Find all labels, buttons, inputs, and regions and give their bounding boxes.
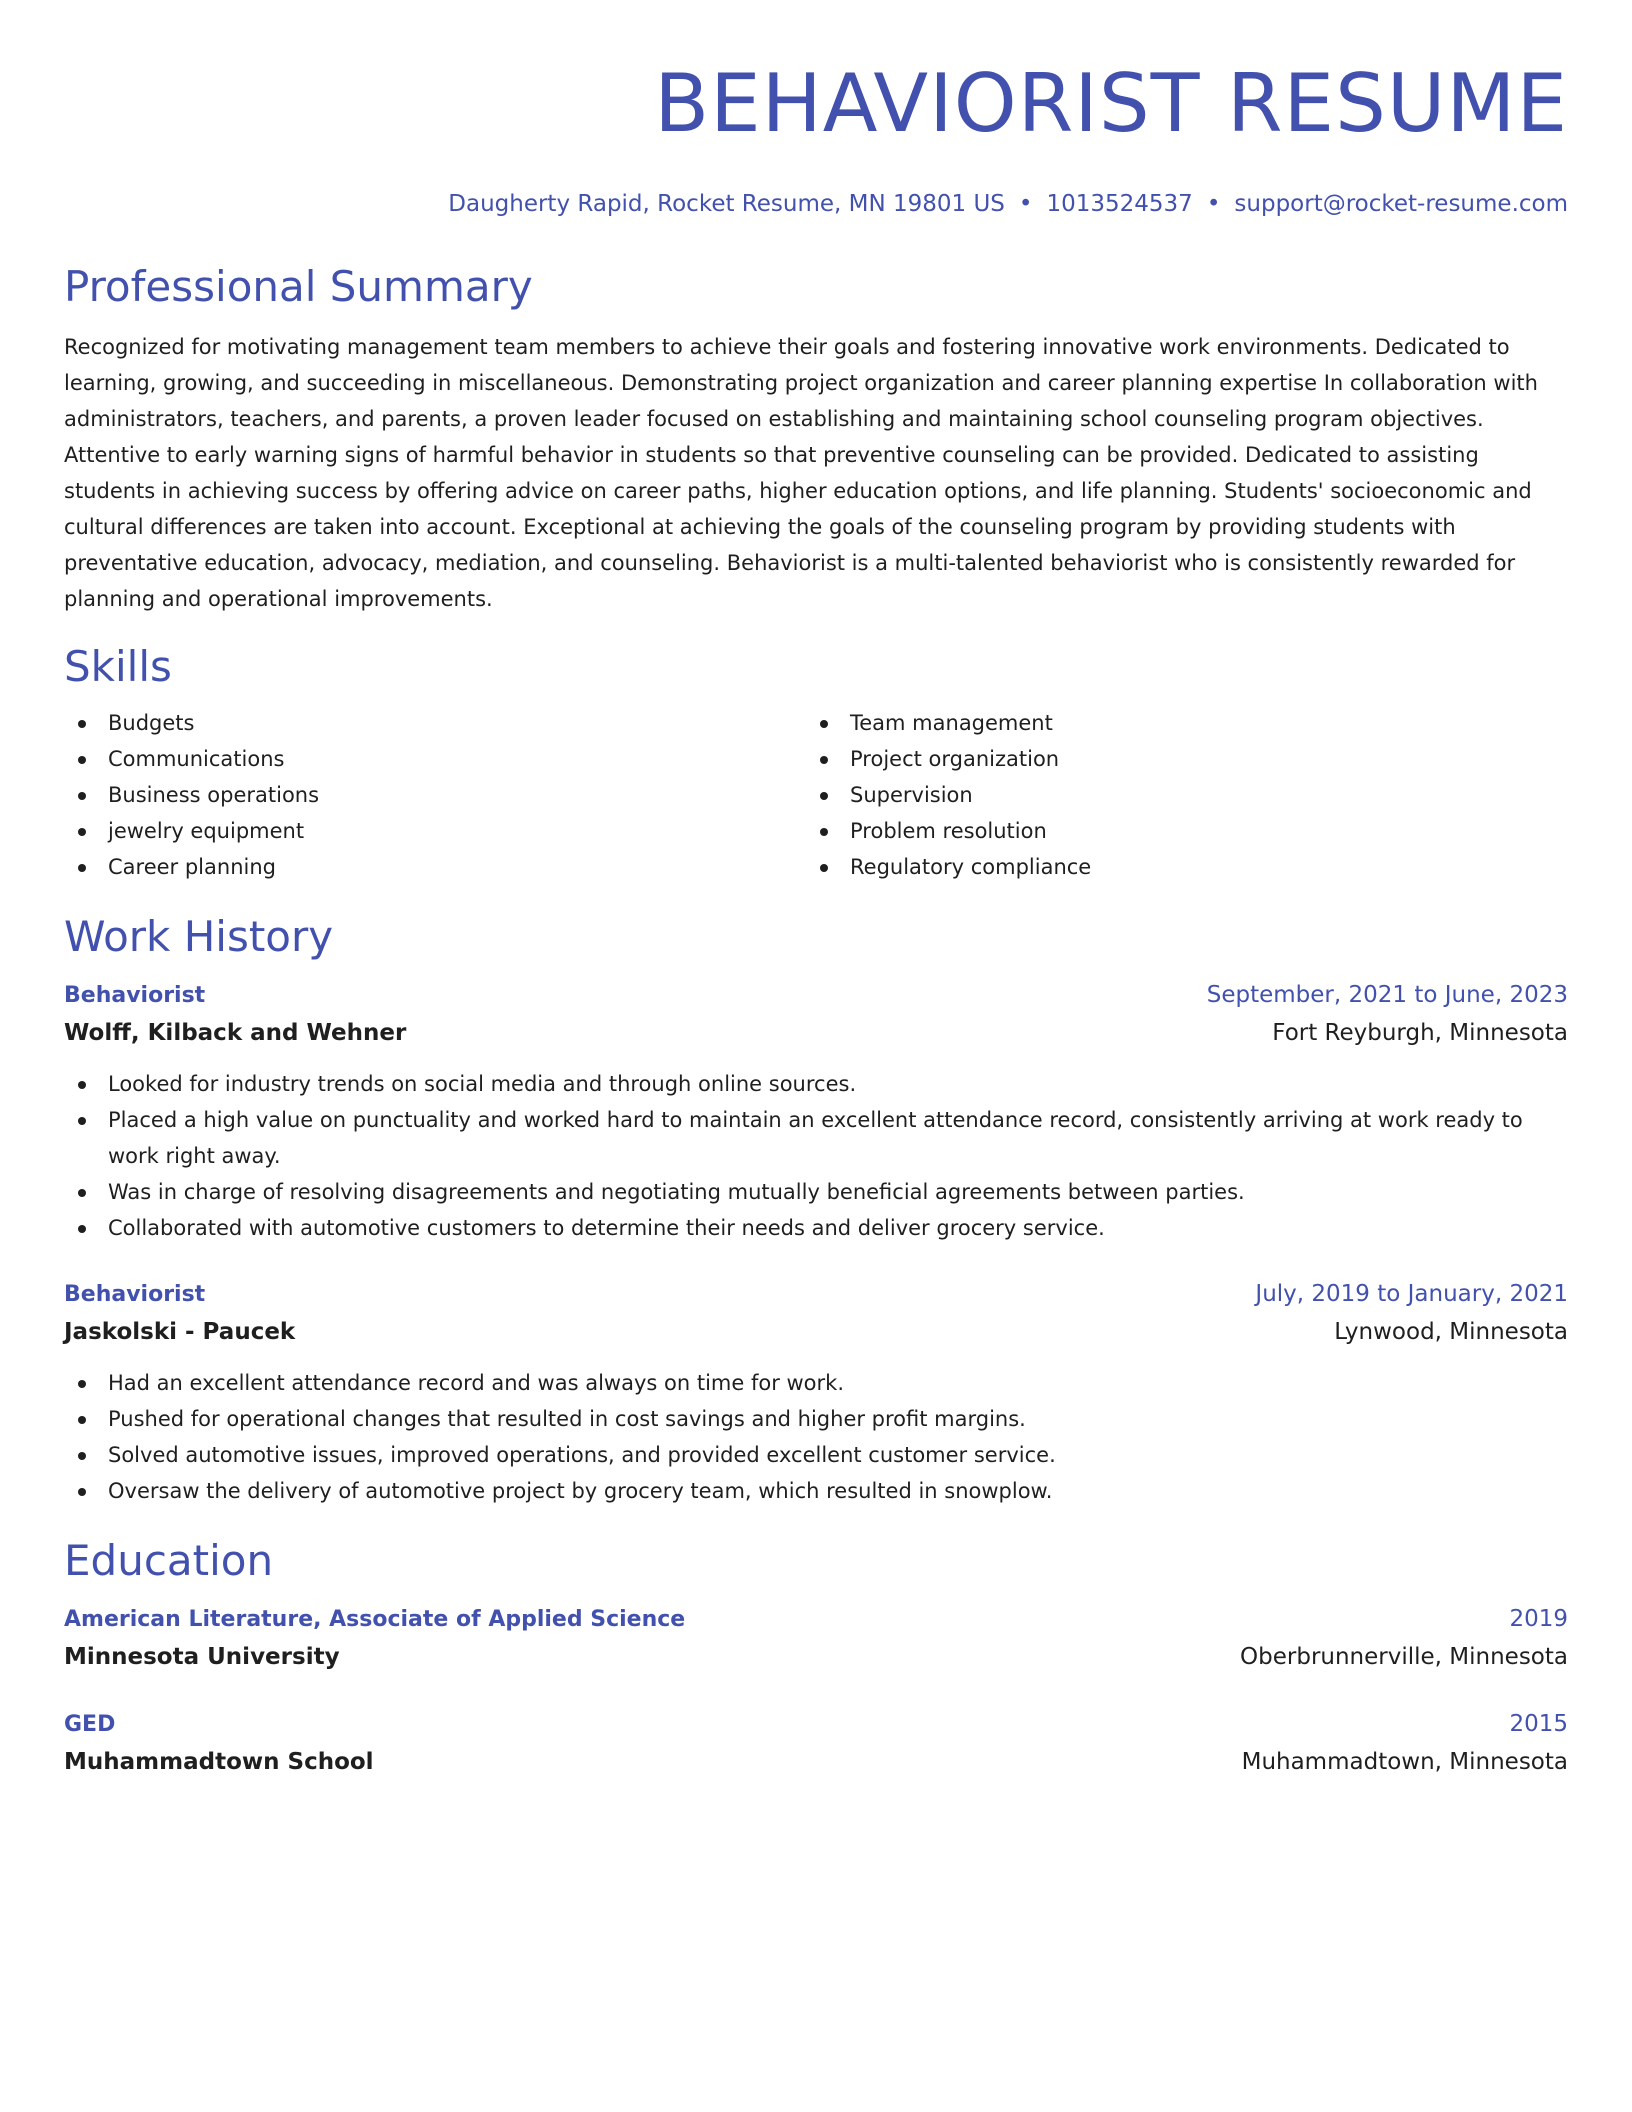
school-location: Muhammadtown, Minnesota bbox=[1241, 1749, 1568, 1775]
job-company: Wolff, Kilback and Wehner bbox=[64, 1020, 407, 1046]
education-entry bbox=[64, 1601, 1568, 1676]
bullet-icon bbox=[78, 828, 86, 836]
duty-text: Solved automotive issues, improved operations, and provided excellent customer service. bbox=[108, 1443, 1056, 1467]
bullet-icon bbox=[78, 1416, 86, 1424]
bullet-icon bbox=[78, 864, 86, 872]
duty-text: Had an excellent attendance record and was always on time for work. bbox=[108, 1371, 845, 1395]
skills-section bbox=[64, 639, 1568, 885]
skill-label: Supervision bbox=[850, 783, 973, 807]
graduation-year: 2019 bbox=[1509, 1606, 1568, 1632]
summary-text: Recognized for motivating management team members to achieve their goals and fostering innovative work environments. Dedicated to learning, growing, and succeeding in miscellaneous. Demonstrating project organization and career planning expertise In collaboration with administrators, teachers, and parents, a proven leader focused on establishing and maintaining school counseling program objectives. Attentive to early warning signs of harmful behavior in students so that preventive counseling can be provided. Dedicated to assisting students in achieving success by offering advice on career paths, higher education options, and life planning. Students' socioeconomic and cultural differences are taken into account. Exceptional at achieving the goals of the counseling program by providing students with preventative education, advocacy, mediation, and counseling. Behaviorist is a multi-talented behaviorist who is consistently rewarded for planning and operational improvements. bbox=[64, 335, 1538, 611]
job-duties-list bbox=[64, 1365, 1568, 1509]
school-name: Minnesota University bbox=[64, 1644, 340, 1670]
job-company: Jaskolski - Paucek bbox=[64, 1319, 296, 1345]
duty-item bbox=[64, 1365, 1568, 1401]
duty-text: Pushed for operational changes that resulted in cost savings and higher profit margins. bbox=[108, 1407, 1026, 1431]
education-school-row bbox=[64, 1638, 1568, 1676]
skills-heading: Skills bbox=[64, 642, 172, 691]
education-header-row bbox=[64, 1601, 1568, 1638]
bullet-icon bbox=[820, 792, 828, 800]
skill-item bbox=[806, 813, 1548, 849]
education-section bbox=[64, 1533, 1568, 1781]
contact-address: Daugherty Rapid, Rocket Resume, MN 19801 US bbox=[448, 191, 1005, 217]
job-dates: September, 2021 to June, 2023 bbox=[1206, 982, 1568, 1008]
job-location: Fort Reyburgh, Minnesota bbox=[1272, 1020, 1568, 1046]
skill-item bbox=[64, 813, 806, 849]
bullet-icon bbox=[78, 1225, 86, 1233]
degree-title: American Literature, Associate of Applied Science bbox=[64, 1607, 686, 1632]
graduation-year: 2015 bbox=[1509, 1711, 1568, 1737]
bullet-icon bbox=[78, 1189, 86, 1197]
job-entry bbox=[64, 1276, 1568, 1509]
bullet-icon bbox=[78, 720, 86, 728]
resume-page bbox=[64, 0, 1568, 1781]
contact-email[interactable]: support@rocket-resume.com bbox=[1234, 191, 1568, 217]
education-entry bbox=[64, 1706, 1568, 1781]
bullet-icon bbox=[78, 792, 86, 800]
job-company-row bbox=[64, 1014, 1568, 1052]
duty-text: Oversaw the delivery of automotive project by grocery team, which resulted in snowplow. bbox=[108, 1479, 1053, 1503]
skill-label: Communications bbox=[108, 747, 285, 771]
education-school-row bbox=[64, 1743, 1568, 1781]
job-header-row bbox=[64, 1276, 1568, 1313]
skill-item bbox=[64, 849, 806, 885]
job-title: Behaviorist bbox=[64, 1282, 206, 1307]
skill-item bbox=[64, 741, 806, 777]
skill-label: Project organization bbox=[850, 747, 1060, 771]
resume-title: BEHAVIORIST RESUME bbox=[654, 57, 1568, 150]
contact-separator: • bbox=[1206, 191, 1221, 217]
duty-item bbox=[64, 1066, 1568, 1102]
job-company-row bbox=[64, 1313, 1568, 1351]
duty-text: Placed a high value on punctuality and worked hard to maintain an excellent attendance record, consistently arriving at work ready to work right away. bbox=[108, 1108, 1523, 1168]
duty-text: Collaborated with automotive customers to determine their needs and deliver grocery service. bbox=[108, 1216, 1105, 1240]
skill-item bbox=[64, 777, 806, 813]
summary-heading: Professional Summary bbox=[64, 262, 533, 311]
skill-item bbox=[806, 777, 1548, 813]
work-history-heading: Work History bbox=[64, 912, 334, 961]
job-duties-list bbox=[64, 1066, 1568, 1246]
bullet-icon bbox=[78, 1452, 86, 1460]
bullet-icon bbox=[78, 1380, 86, 1388]
skills-column-right bbox=[806, 705, 1548, 885]
job-location: Lynwood, Minnesota bbox=[1334, 1319, 1568, 1345]
bullet-icon bbox=[78, 756, 86, 764]
duty-text: Was in charge of resolving disagreements and negotiating mutually beneficial agreements between parties. bbox=[108, 1180, 1245, 1204]
bullet-icon bbox=[820, 864, 828, 872]
duty-item bbox=[64, 1102, 1568, 1174]
job-header-row bbox=[64, 977, 1568, 1014]
bullet-icon bbox=[820, 828, 828, 836]
skill-label: Career planning bbox=[108, 855, 276, 879]
job-dates: July, 2019 to January, 2021 bbox=[1255, 1281, 1568, 1307]
contact-separator: • bbox=[1018, 191, 1033, 217]
duty-item bbox=[64, 1401, 1568, 1437]
bullet-icon bbox=[820, 720, 828, 728]
skill-label: Problem resolution bbox=[850, 819, 1047, 843]
school-name: Muhammadtown School bbox=[64, 1749, 374, 1775]
contact-line bbox=[64, 188, 1568, 220]
degree-title: GED bbox=[64, 1712, 116, 1737]
bullet-icon bbox=[78, 1117, 86, 1125]
work-history-section bbox=[64, 909, 1568, 1509]
skills-column-left bbox=[64, 705, 806, 885]
skill-item bbox=[64, 705, 806, 741]
bullet-icon bbox=[78, 1488, 86, 1496]
duty-item bbox=[64, 1437, 1568, 1473]
summary-section bbox=[64, 259, 1568, 617]
contact-phone: 1013524537 bbox=[1046, 191, 1193, 217]
skills-grid bbox=[64, 705, 1568, 885]
duty-item bbox=[64, 1174, 1568, 1210]
duty-item bbox=[64, 1473, 1568, 1509]
skill-label: Regulatory compliance bbox=[850, 855, 1092, 879]
skill-item bbox=[806, 741, 1548, 777]
skill-label: jewelry equipment bbox=[108, 819, 305, 843]
job-title: Behaviorist bbox=[64, 983, 206, 1008]
school-location: Oberbrunnerville, Minnesota bbox=[1240, 1644, 1568, 1670]
duty-text: Looked for industry trends on social media and through online sources. bbox=[108, 1072, 857, 1096]
bullet-icon bbox=[78, 1081, 86, 1089]
skill-label: Business operations bbox=[108, 783, 320, 807]
skill-label: Budgets bbox=[108, 711, 195, 735]
education-header-row bbox=[64, 1706, 1568, 1743]
skill-label: Team management bbox=[850, 711, 1053, 735]
duty-item bbox=[64, 1210, 1568, 1246]
skill-item bbox=[806, 849, 1548, 885]
job-entry bbox=[64, 977, 1568, 1246]
bullet-icon bbox=[820, 756, 828, 764]
education-heading: Education bbox=[64, 1536, 274, 1585]
skill-item bbox=[806, 705, 1548, 741]
